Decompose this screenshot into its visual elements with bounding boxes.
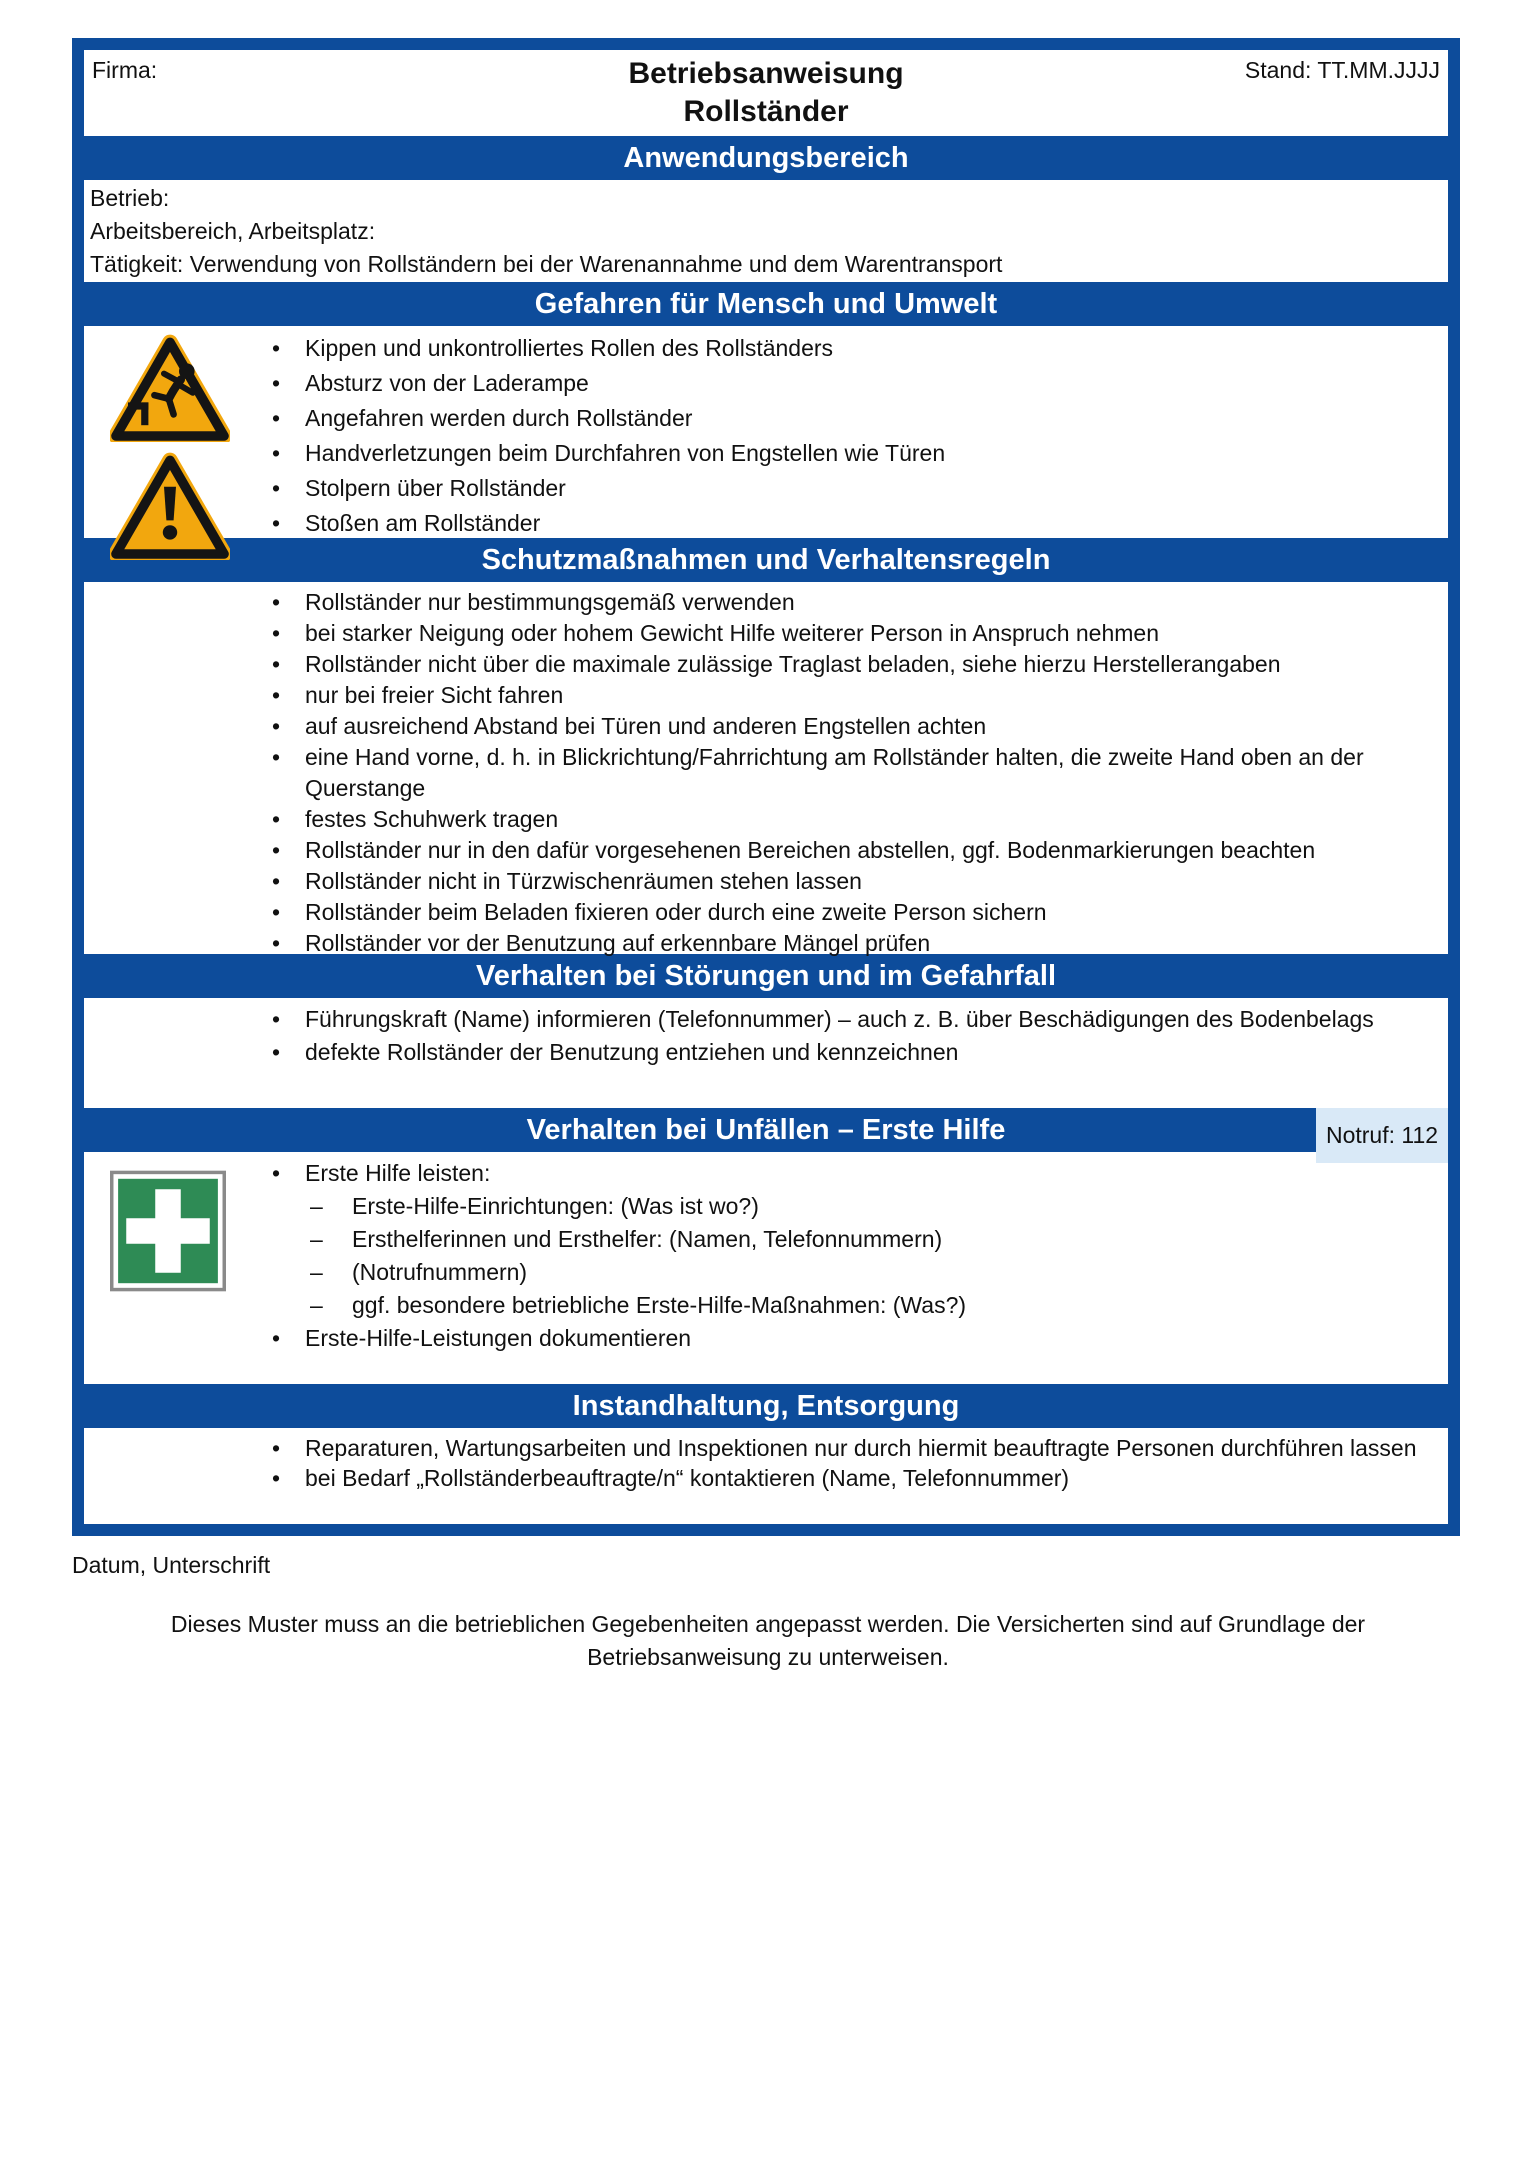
list-item-text: Ersthelferinnen und Ersthelfer: (Namen, Telefonnummern) bbox=[352, 1226, 943, 1252]
list-item bbox=[248, 835, 1420, 866]
section-band-schutzmassnahmen bbox=[84, 538, 1448, 582]
list-item-text: Rollständer beim Beladen fixieren oder durch eine zweite Person sichern bbox=[305, 899, 1047, 925]
erste-hilfe-list bbox=[248, 1152, 1448, 1355]
list-item bbox=[248, 331, 1420, 366]
list-item-text: Rollständer nicht in Türzwischenräumen stehen lassen bbox=[305, 868, 862, 894]
section-title: Verhalten bei Unfällen – Erste Hilfe bbox=[526, 1113, 1006, 1146]
section-anwendungsbereich-content bbox=[84, 180, 1448, 282]
list-item bbox=[248, 711, 1420, 742]
list-item bbox=[248, 1190, 1420, 1223]
list-item-text: Angefahren werden durch Rollständer bbox=[305, 405, 693, 431]
dash-marker: – bbox=[310, 1226, 323, 1252]
section-schutzmassnahmen-content bbox=[84, 582, 1448, 954]
section-band-anwendungsbereich bbox=[84, 136, 1448, 180]
section-band-gefahren bbox=[84, 282, 1448, 326]
list-item-text: Stolpern über Rollständer bbox=[305, 475, 566, 501]
list-item bbox=[248, 618, 1420, 649]
list-item bbox=[248, 1036, 1420, 1069]
bullet-marker: • bbox=[272, 510, 281, 536]
list-item bbox=[248, 1157, 1420, 1190]
list-item-text: defekte Rollständer der Benutzung entziehen und kennzeichnen bbox=[305, 1039, 959, 1065]
bullet-marker: • bbox=[272, 1325, 281, 1351]
bullet-marker: • bbox=[272, 475, 281, 501]
list-item bbox=[248, 506, 1420, 541]
bullet-marker: • bbox=[272, 1465, 281, 1491]
list-item bbox=[248, 649, 1420, 680]
list-item-text: nur bei freier Sicht fahren bbox=[305, 682, 564, 708]
bullet-marker: • bbox=[272, 1039, 281, 1065]
stand-label: Stand: TT.MM.JJJJ bbox=[1244, 57, 1441, 83]
list-item bbox=[90, 215, 1428, 248]
instandhaltung-list bbox=[248, 1428, 1448, 1493]
list-item-text: Führungskraft (Name) informieren (Telefonnummer) – auch z. B. über Beschädigungen des Bodenbelags bbox=[305, 1006, 1374, 1032]
list-item bbox=[248, 436, 1420, 471]
document-title-line1: Betriebsanweisung bbox=[628, 57, 904, 90]
list-item-text: Erste Hilfe leisten: bbox=[305, 1160, 491, 1186]
section-band-instandhaltung bbox=[84, 1384, 1448, 1428]
list-item-text: bei Bedarf „Rollständerbeauftragte/n“ kontaktieren (Name, Telefonnummer) bbox=[305, 1465, 1070, 1491]
first-aid-icon bbox=[110, 1170, 226, 1292]
bullet-marker: • bbox=[272, 589, 281, 615]
instruction-document bbox=[72, 38, 1460, 1536]
list-item bbox=[248, 366, 1420, 401]
bullet-marker: • bbox=[272, 1160, 281, 1186]
document-header bbox=[84, 50, 1448, 136]
list-item bbox=[248, 1463, 1420, 1493]
section-band-stoerungen bbox=[84, 954, 1448, 998]
fall-hazard-warning-icon bbox=[110, 334, 230, 442]
bullet-marker: • bbox=[272, 440, 281, 466]
section-instandhaltung-content bbox=[84, 1428, 1448, 1524]
list-item-text: Reparaturen, Wartungsarbeiten und Inspektionen nur durch hiermit beauftragte Personen durchführen lassen bbox=[305, 1435, 1417, 1461]
list-item bbox=[90, 248, 1428, 281]
bullet-marker: • bbox=[272, 620, 281, 646]
list-item-text: Kippen und unkontrolliertes Rollen des Rollständers bbox=[305, 335, 834, 361]
list-item-text: Handverletzungen beim Durchfahren von Engstellen wie Türen bbox=[305, 440, 946, 466]
empty-icon-column bbox=[84, 582, 248, 959]
hazard-icon-column bbox=[84, 326, 248, 570]
bullet-marker: • bbox=[272, 930, 281, 956]
list-item bbox=[248, 401, 1420, 436]
document-title-line2: Rollständer bbox=[683, 95, 849, 128]
bullet-marker: • bbox=[272, 806, 281, 832]
bullet-marker: • bbox=[272, 1006, 281, 1032]
list-item-text: Erste-Hilfe-Einrichtungen: (Was ist wo?) bbox=[352, 1193, 759, 1219]
list-item-text: Stoßen am Rollständer bbox=[305, 510, 541, 536]
list-item bbox=[248, 1289, 1420, 1322]
list-item bbox=[248, 680, 1420, 711]
list-item-text: eine Hand vorne, d. h. in Blickrichtung/Fahrrichtung am Rollständer halten, die zweite Hand oben an der Querstange bbox=[305, 744, 1364, 801]
list-item-text: Tätigkeit: Verwendung von Rollständern bei der Warenannahme und dem Warentransport bbox=[90, 251, 1003, 277]
list-item bbox=[248, 471, 1420, 506]
stoerungen-list bbox=[248, 998, 1448, 1069]
section-title: Schutzmaßnahmen und Verhaltensregeln bbox=[481, 543, 1051, 576]
bullet-marker: • bbox=[272, 899, 281, 925]
list-item-text: Absturz von der Laderampe bbox=[305, 370, 589, 396]
bullet-marker: • bbox=[272, 405, 281, 431]
empty-icon-column bbox=[84, 998, 248, 1069]
bullet-marker: • bbox=[272, 335, 281, 361]
dash-marker: – bbox=[310, 1292, 323, 1318]
list-item bbox=[248, 1433, 1420, 1463]
signature-line: Datum, Unterschrift bbox=[72, 1552, 271, 1578]
list-item bbox=[90, 182, 1428, 215]
bullet-marker: • bbox=[272, 713, 281, 739]
empty-icon-column bbox=[84, 1428, 248, 1493]
schutzmassnahmen-list bbox=[248, 582, 1448, 959]
list-item-text: festes Schuhwerk tragen bbox=[305, 806, 559, 832]
section-title: Instandhaltung, Entsorgung bbox=[572, 1389, 960, 1422]
list-item-text: ggf. besondere betriebliche Erste-Hilfe-Maßnahmen: (Was?) bbox=[352, 1292, 967, 1318]
bullet-marker: • bbox=[272, 370, 281, 396]
bullet-marker: • bbox=[272, 651, 281, 677]
anwendungsbereich-lines bbox=[84, 180, 1448, 281]
section-band-erste-hilfe bbox=[84, 1108, 1448, 1152]
document-title bbox=[628, 55, 903, 131]
dash-marker: – bbox=[310, 1193, 323, 1219]
list-item bbox=[248, 742, 1420, 804]
section-stoerungen-content bbox=[84, 998, 1448, 1108]
dash-marker: – bbox=[310, 1259, 323, 1285]
bullet-marker: • bbox=[272, 682, 281, 708]
list-item-text: bei starker Neigung oder hohem Gewicht Hilfe weiterer Person in Anspruch nehmen bbox=[305, 620, 1159, 646]
list-item-text: Betrieb: bbox=[90, 185, 170, 211]
list-item bbox=[248, 1322, 1420, 1355]
list-item bbox=[248, 1223, 1420, 1256]
list-item-text: Erste-Hilfe-Leistungen dokumentieren bbox=[305, 1325, 692, 1351]
section-erste-hilfe-content bbox=[84, 1152, 1448, 1384]
list-item bbox=[248, 1003, 1420, 1036]
list-item bbox=[248, 587, 1420, 618]
section-title: Anwendungsbereich bbox=[623, 141, 909, 174]
first-aid-icon-column bbox=[84, 1152, 248, 1355]
notruf-badge: Notruf: 112 bbox=[1316, 1108, 1448, 1163]
bullet-marker: • bbox=[272, 744, 281, 770]
disclaimer-text: Dieses Muster muss an die betrieblichen Gegebenheiten angepasst werden. Die Versicherten sind auf Grundlage der Betriebsanweisung zu unterweisen. bbox=[170, 1611, 1366, 1670]
bullet-marker: • bbox=[272, 1435, 281, 1461]
list-item bbox=[248, 804, 1420, 835]
list-item-text: Rollständer nur in den dafür vorgesehenen Bereichen abstellen, ggf. Bodenmarkierungen beachten bbox=[305, 837, 1316, 863]
section-gefahren-content bbox=[84, 326, 1448, 538]
section-title: Verhalten bei Störungen und im Gefahrfall bbox=[475, 959, 1057, 992]
list-item-text: Arbeitsbereich, Arbeitsplatz: bbox=[90, 218, 376, 244]
list-item-text: auf ausreichend Abstand bei Türen und anderen Engstellen achten bbox=[305, 713, 987, 739]
section-title: Gefahren für Mensch und Umwelt bbox=[534, 287, 998, 320]
list-item bbox=[248, 897, 1420, 928]
firma-label: Firma: bbox=[92, 57, 158, 83]
list-item-text: Rollständer nicht über die maximale zulässige Traglast beladen, siehe hierzu Herstellerangaben bbox=[305, 651, 1281, 677]
bullet-marker: • bbox=[272, 837, 281, 863]
list-item-text: Rollständer nur bestimmungsgemäß verwenden bbox=[305, 589, 795, 615]
bullet-marker: • bbox=[272, 868, 281, 894]
gefahren-list bbox=[248, 326, 1448, 570]
list-item-text: (Notrufnummern) bbox=[352, 1259, 528, 1285]
list-item-text: Rollständer vor der Benutzung auf erkennbare Mängel prüfen bbox=[305, 930, 931, 956]
list-item bbox=[248, 1256, 1420, 1289]
list-item bbox=[248, 866, 1420, 897]
